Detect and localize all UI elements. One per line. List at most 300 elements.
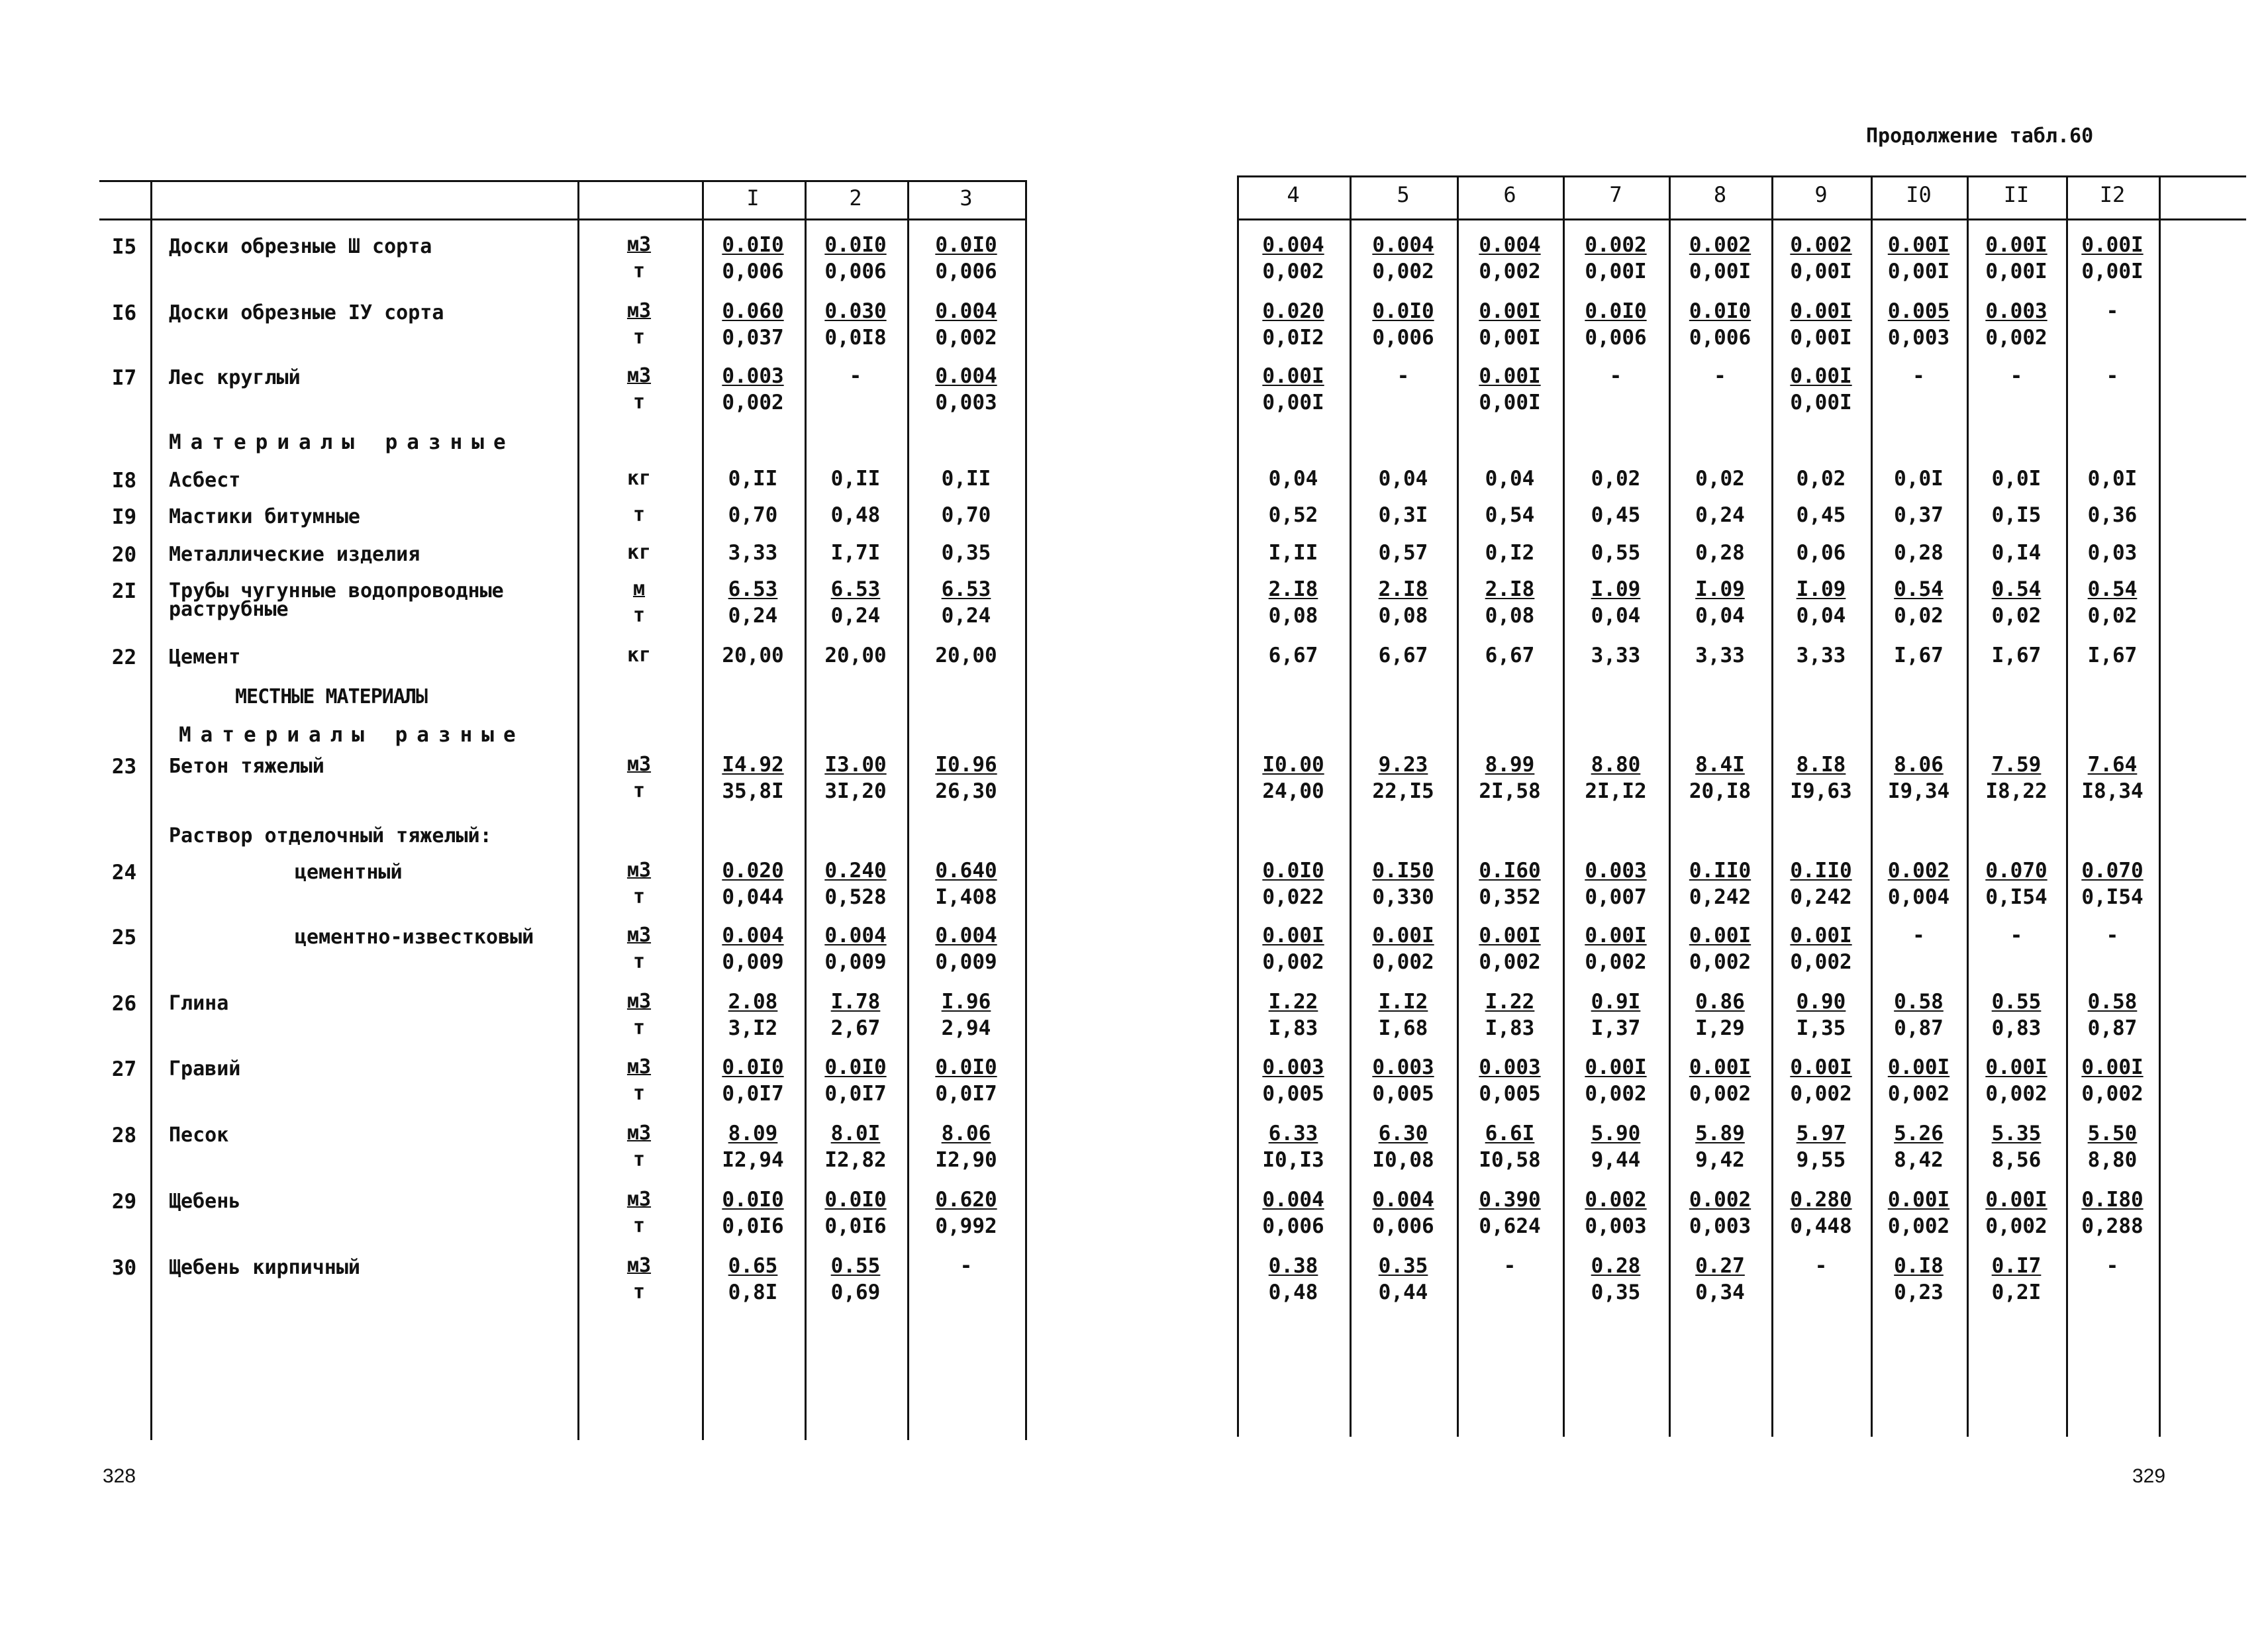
column-header: 8 <box>1713 182 1727 207</box>
value-volume: 0.65 <box>728 1254 778 1278</box>
value-mass: 0,003 <box>1585 1214 1647 1238</box>
value-cell <box>1350 1120 1456 1173</box>
material-name: Мастики битумные <box>169 505 360 528</box>
value-mass: 0,002 <box>1985 326 2047 350</box>
value-cell <box>1866 465 1972 492</box>
value-volume: 5.35 <box>1991 1122 2042 1145</box>
value-cell <box>2059 922 2165 949</box>
value-volume: 0.0I0 <box>824 1188 887 1212</box>
value-cell <box>1457 857 1563 910</box>
value-cell <box>913 1120 1019 1173</box>
value-mass: 0,330 <box>1372 885 1434 909</box>
value-volume: 0.00I <box>1985 1055 2047 1079</box>
value-cell <box>700 1186 806 1239</box>
value-cell <box>1350 502 1456 528</box>
value-cell <box>913 989 1019 1041</box>
value-mass: 0,009 <box>935 950 997 974</box>
value-mass: 9,44 <box>1591 1148 1641 1172</box>
value-volume: 0.002 <box>1887 859 1950 883</box>
value: - <box>2010 924 2023 947</box>
value-cell <box>1667 1186 1773 1239</box>
value-volume: 0.004 <box>935 364 997 388</box>
value-volume: 0.004 <box>1372 1188 1434 1212</box>
value: - <box>849 364 862 388</box>
unit-label <box>613 857 666 910</box>
value-cell <box>700 502 806 528</box>
value-volume: 0.003 <box>722 364 784 388</box>
value-volume: 8.06 <box>941 1122 991 1145</box>
material-name: Трубы чугунные водопроводные <box>169 579 504 603</box>
value-volume: 0.002 <box>1585 233 1647 257</box>
value: 0,24 <box>1695 503 1745 527</box>
value-mass: 0,004 <box>1887 885 1950 909</box>
unit-primary: м3 <box>626 299 652 322</box>
value-mass: 0,002 <box>1479 260 1541 283</box>
value-mass: I9,34 <box>1887 779 1950 803</box>
value-mass: 0,00I <box>1985 260 2047 283</box>
unit-label <box>613 642 666 669</box>
material-name: Бетон тяжелый <box>169 755 324 778</box>
unit-primary: м3 <box>626 1122 652 1145</box>
value-volume: 0.00I <box>1585 1055 1647 1079</box>
value-mass: 0,242 <box>1689 885 1751 909</box>
column-divider-right <box>1237 175 1239 1437</box>
value-mass: 0,002 <box>1262 950 1324 974</box>
value-cell <box>1866 502 1972 528</box>
value-cell <box>1667 540 1773 566</box>
value-cell <box>1240 1186 1346 1239</box>
value: - <box>2106 1254 2119 1278</box>
value-cell <box>2059 642 2165 669</box>
value-cell <box>1963 540 2069 566</box>
unit-primary: м3 <box>626 233 652 256</box>
value: 0,II <box>728 467 778 491</box>
value: 0,02 <box>1695 467 1745 491</box>
value-volume: 0.005 <box>1887 299 1950 323</box>
value-cell <box>1563 1186 1669 1239</box>
value-volume: 0.003 <box>1985 299 2047 323</box>
value-cell <box>1667 642 1773 669</box>
value-cell <box>1866 642 1972 669</box>
row-number: 20 <box>111 543 137 567</box>
value-cell <box>1457 502 1563 528</box>
value-cell <box>1866 1054 1972 1107</box>
value-volume: 0.280 <box>1790 1188 1852 1212</box>
value: - <box>1912 924 1925 947</box>
value-volume: 0.002 <box>1689 1188 1751 1212</box>
unit-secondary: т <box>632 391 646 414</box>
value-mass: 8,56 <box>1991 1148 2042 1172</box>
value-cell <box>2059 232 2165 285</box>
value: 0,04 <box>1485 467 1535 491</box>
value-cell <box>913 1054 1019 1107</box>
value-cell <box>913 540 1019 566</box>
value-mass: 0,83 <box>1991 1016 2042 1040</box>
unit-label <box>613 298 666 351</box>
value-cell <box>1963 465 2069 492</box>
value-mass: 20,I8 <box>1689 779 1751 803</box>
value-mass: 0,002 <box>1790 950 1852 974</box>
value-mass: 0,002 <box>1585 1082 1647 1106</box>
row-number: 25 <box>111 926 137 949</box>
value-volume: 5.90 <box>1591 1122 1641 1145</box>
unit-secondary: т <box>632 950 646 973</box>
value-volume: 0.58 <box>2087 990 2138 1014</box>
value-cell <box>803 576 909 629</box>
value-mass: I2,90 <box>935 1148 997 1172</box>
row-number: I5 <box>111 235 137 259</box>
unit-primary: кг <box>626 644 652 667</box>
value-volume: 0.030 <box>824 299 887 323</box>
material-name: Металлические изделия <box>169 543 420 566</box>
material-name: Щебень кирпичный <box>169 1256 360 1279</box>
value-mass: 0,528 <box>824 885 887 909</box>
row-number: 23 <box>111 755 137 779</box>
value-volume: 0.020 <box>1262 299 1324 323</box>
value-volume: 0.54 <box>1991 577 2042 601</box>
value-mass: 0,00I <box>1790 326 1852 350</box>
unit-primary: м3 <box>626 990 652 1013</box>
row-number: 26 <box>111 992 137 1016</box>
value-volume: 8.09 <box>728 1122 778 1145</box>
value-cell <box>1240 989 1346 1041</box>
value-mass: 0,002 <box>1262 260 1324 283</box>
material-name: Гравий <box>169 1057 241 1081</box>
unit-secondary: т <box>632 1016 646 1039</box>
value-cell <box>1866 1186 1972 1239</box>
value-cell <box>1350 465 1456 492</box>
value-volume: 8.4I <box>1695 753 1745 777</box>
value-cell <box>1667 363 1773 389</box>
value-volume: 0.0I0 <box>935 233 997 257</box>
value-mass: 0,24 <box>941 604 991 628</box>
value-cell <box>803 922 909 975</box>
value-cell <box>1240 642 1346 669</box>
value-cell <box>1240 540 1346 566</box>
value: 6,67 <box>1378 644 1428 667</box>
value-mass: I0,08 <box>1372 1148 1434 1172</box>
value-cell <box>1240 922 1346 975</box>
value-cell <box>1240 857 1346 910</box>
value-cell <box>1563 363 1669 389</box>
value: 0,55 <box>1591 541 1641 565</box>
value-volume: 0.070 <box>2081 859 2144 883</box>
value-cell <box>1563 922 1669 975</box>
unit-primary: т <box>632 503 646 526</box>
table-rule-top-right <box>1237 175 2246 177</box>
value-mass: 3,I2 <box>728 1016 778 1040</box>
material-name: Лес круглый <box>169 366 301 389</box>
value: 0,36 <box>2087 503 2138 527</box>
value-cell <box>2059 502 2165 528</box>
row-number: 29 <box>111 1190 137 1214</box>
value-volume: 0.003 <box>1479 1055 1541 1079</box>
value-mass: 2I,I2 <box>1585 779 1647 803</box>
value-mass: 0,69 <box>830 1280 881 1304</box>
value-mass: 0,44 <box>1378 1280 1428 1304</box>
value: 0,I5 <box>1991 503 2042 527</box>
value-cell <box>1457 1253 1563 1279</box>
table-rule-header-left <box>99 218 1025 220</box>
value-volume: 0.004 <box>1262 233 1324 257</box>
value-cell <box>803 1054 909 1107</box>
value-volume: 0.004 <box>935 299 997 323</box>
value-mass: 0,352 <box>1479 885 1541 909</box>
value-cell <box>1563 576 1669 629</box>
value-cell <box>1457 922 1563 975</box>
unit-primary: м <box>632 577 646 601</box>
value-mass: 0,34 <box>1695 1280 1745 1304</box>
value: I,II <box>1268 541 1318 565</box>
value-mass: 0,002 <box>1790 1082 1852 1106</box>
value-cell <box>1240 1253 1346 1306</box>
value-volume: 0.00I <box>1985 233 2047 257</box>
value-volume: 0.27 <box>1695 1254 1745 1278</box>
value-volume: 0.004 <box>722 924 784 947</box>
value-mass: 0,0I6 <box>824 1214 887 1238</box>
value-cell <box>1240 232 1346 285</box>
value-cell <box>1667 465 1773 492</box>
value-volume: 0.002 <box>1790 233 1852 257</box>
row-number: 28 <box>111 1124 137 1147</box>
value-mass: 0,8I <box>728 1280 778 1304</box>
value-cell <box>803 232 909 285</box>
value-volume: 8.80 <box>1591 753 1641 777</box>
row-number: I9 <box>111 505 137 529</box>
value-cell <box>1350 1253 1456 1306</box>
value-volume: 0.0I0 <box>1262 859 1324 883</box>
value-cell <box>1563 540 1669 566</box>
value-mass: 0,23 <box>1894 1280 1944 1304</box>
value-cell <box>1768 922 1874 975</box>
value-volume: 0.002 <box>1689 233 1751 257</box>
unit-primary: кг <box>626 467 652 490</box>
value-volume: 0.55 <box>830 1254 881 1278</box>
value-volume: 0.003 <box>1585 859 1647 883</box>
value-volume: 0.00I <box>2081 1055 2144 1079</box>
value-cell <box>1667 857 1773 910</box>
value-mass: 0,624 <box>1479 1214 1541 1238</box>
value-cell <box>913 363 1019 416</box>
column-header: 7 <box>1609 182 1622 207</box>
value-cell <box>1350 1054 1456 1107</box>
value: 20,00 <box>824 644 887 667</box>
value-volume: 0.004 <box>935 924 997 947</box>
value: - <box>2106 299 2119 323</box>
value-mass: 8,80 <box>2087 1148 2138 1172</box>
value-mass: 0,02 <box>1991 604 2042 628</box>
value-cell <box>1963 298 2069 351</box>
column-header: I0 <box>1906 182 1932 207</box>
value-mass: 0,I54 <box>1985 885 2047 909</box>
value-cell <box>700 298 806 351</box>
value-volume: 0.II0 <box>1689 859 1751 883</box>
value-mass: 0,002 <box>1372 260 1434 283</box>
value-volume: I.96 <box>941 990 991 1014</box>
value-volume: I.09 <box>1591 577 1641 601</box>
value-cell <box>1350 642 1456 669</box>
value: 20,00 <box>935 644 997 667</box>
value-cell <box>913 576 1019 629</box>
value-mass: 0,04 <box>1796 604 1846 628</box>
value-mass: 0,00I <box>1585 260 1647 283</box>
value-cell <box>2059 465 2165 492</box>
unit-label <box>613 540 666 566</box>
value: 0,70 <box>941 503 991 527</box>
column-divider-left <box>577 180 579 1440</box>
value-cell <box>1768 642 1874 669</box>
value-cell <box>700 922 806 975</box>
value-volume: 0.I60 <box>1479 859 1541 883</box>
row-number: 27 <box>111 1057 137 1081</box>
value-cell <box>913 1186 1019 1239</box>
material-name: цементно-известковый <box>295 926 534 949</box>
value-volume: 8.I8 <box>1796 753 1846 777</box>
value-cell <box>803 1120 909 1173</box>
value-mass: 0,24 <box>830 604 881 628</box>
value-cell <box>1866 1253 1972 1306</box>
value-volume: 7.64 <box>2087 753 2138 777</box>
value-volume: 6.53 <box>728 577 778 601</box>
value-volume: 0.00I <box>1790 299 1852 323</box>
value-cell <box>803 298 909 351</box>
value-mass: 0,002 <box>1372 950 1434 974</box>
unit-primary: м3 <box>626 1254 652 1277</box>
value: - <box>1714 364 1726 388</box>
column-header: I <box>746 185 760 211</box>
value-volume: I.I2 <box>1378 990 1428 1014</box>
value-cell <box>1963 989 2069 1041</box>
value-mass: I9,63 <box>1790 779 1852 803</box>
value-cell <box>1866 232 1972 285</box>
value-volume: 0.28 <box>1591 1254 1641 1278</box>
unit-secondary: т <box>632 1214 646 1237</box>
value-cell <box>1866 989 1972 1041</box>
value-volume: 0.240 <box>824 859 887 883</box>
value-mass: 0,009 <box>824 950 887 974</box>
value: 0,57 <box>1378 541 1428 565</box>
value-volume: 0.0I0 <box>722 233 784 257</box>
value-mass: 8,42 <box>1894 1148 1944 1172</box>
value-mass: 0,87 <box>1894 1016 1944 1040</box>
value-volume: 0.0I0 <box>722 1055 784 1079</box>
value-cell <box>700 363 806 416</box>
unit-primary: кг <box>626 541 652 564</box>
value-mass: I2,94 <box>722 1148 784 1172</box>
value-cell <box>1350 751 1456 804</box>
unit-label <box>613 502 666 528</box>
value-mass: 0,005 <box>1372 1082 1434 1106</box>
value-volume: 0.0I0 <box>824 233 887 257</box>
value-mass: 0,002 <box>1479 950 1541 974</box>
value-volume: 6.33 <box>1268 1122 1318 1145</box>
value: 0,II <box>941 467 991 491</box>
value-cell <box>1768 465 1874 492</box>
value-volume: 0.00I <box>1262 924 1324 947</box>
unit-label <box>613 232 666 285</box>
value-volume: 0.00I <box>1479 364 1541 388</box>
value-cell <box>1963 576 2069 629</box>
value-cell <box>1768 1253 1874 1279</box>
value-volume: 0.58 <box>1894 990 1944 1014</box>
value-mass: 0,002 <box>1887 1082 1950 1106</box>
value-volume: 5.26 <box>1894 1122 1944 1145</box>
value-volume: 0.060 <box>722 299 784 323</box>
value-mass: I0,I3 <box>1262 1148 1324 1172</box>
value-mass: 26,30 <box>935 779 997 803</box>
value-cell <box>1240 576 1346 629</box>
value-cell <box>1457 1186 1563 1239</box>
value-mass: 0,002 <box>935 326 997 350</box>
value-cell <box>1240 1120 1346 1173</box>
value-mass: 0,00I <box>1479 391 1541 414</box>
value-mass: I0,58 <box>1479 1148 1541 1172</box>
unit-label <box>613 363 666 416</box>
value-volume: 0.004 <box>824 924 887 947</box>
value-cell <box>1667 751 1773 804</box>
value-cell <box>1866 1120 1972 1173</box>
value-cell <box>1240 298 1346 351</box>
row-number: I6 <box>111 301 137 325</box>
value-cell <box>1563 1120 1669 1173</box>
value-mass: 0,006 <box>1689 326 1751 350</box>
value-cell <box>1963 751 2069 804</box>
unit-primary: м3 <box>626 924 652 947</box>
value-cell <box>700 642 806 669</box>
value-mass: 0,2I <box>1991 1280 2042 1304</box>
column-header: 6 <box>1503 182 1516 207</box>
value: 0,02 <box>1796 467 1846 491</box>
value-mass: 0,006 <box>1585 326 1647 350</box>
value-cell <box>700 1253 806 1306</box>
value-volume: 0.0I0 <box>824 1055 887 1079</box>
value-cell <box>1768 1054 1874 1107</box>
value-volume: 0.00I <box>1372 924 1434 947</box>
value-cell <box>2059 989 2165 1041</box>
material-name: Щебень <box>169 1190 241 1213</box>
value-cell <box>700 1120 806 1173</box>
value-mass: 0,992 <box>935 1214 997 1238</box>
value-mass: 0,35 <box>1591 1280 1641 1304</box>
value-mass: 0,022 <box>1262 885 1324 909</box>
value-mass: 22,I5 <box>1372 779 1434 803</box>
column-header: I2 <box>2099 182 2126 207</box>
unit-secondary: т <box>632 885 646 908</box>
value-mass: 0,24 <box>728 604 778 628</box>
value-mass: I,37 <box>1591 1016 1641 1040</box>
value-volume: 0.I8 <box>1894 1254 1944 1278</box>
column-header: II <box>2003 182 2030 207</box>
value-cell <box>1563 642 1669 669</box>
value: I,67 <box>2087 644 2138 667</box>
value-mass: 0,009 <box>722 950 784 974</box>
value-cell <box>1866 857 1972 910</box>
value-cell <box>803 502 909 528</box>
value-cell <box>913 232 1019 285</box>
value-mass: 0,006 <box>824 260 887 283</box>
value-mass: 3I,20 <box>824 779 887 803</box>
value-mass: 0,007 <box>1585 885 1647 909</box>
value-volume: 6.6I <box>1485 1122 1535 1145</box>
value-volume: 0.00I <box>2081 233 2144 257</box>
unit-label <box>613 989 666 1041</box>
unit-secondary: т <box>632 326 646 349</box>
value-cell <box>1350 989 1456 1041</box>
value: 0,0I <box>1894 467 1944 491</box>
material-name-cont: раструбные <box>169 598 289 621</box>
row-number: 24 <box>111 861 137 885</box>
value-cell <box>1457 642 1563 669</box>
